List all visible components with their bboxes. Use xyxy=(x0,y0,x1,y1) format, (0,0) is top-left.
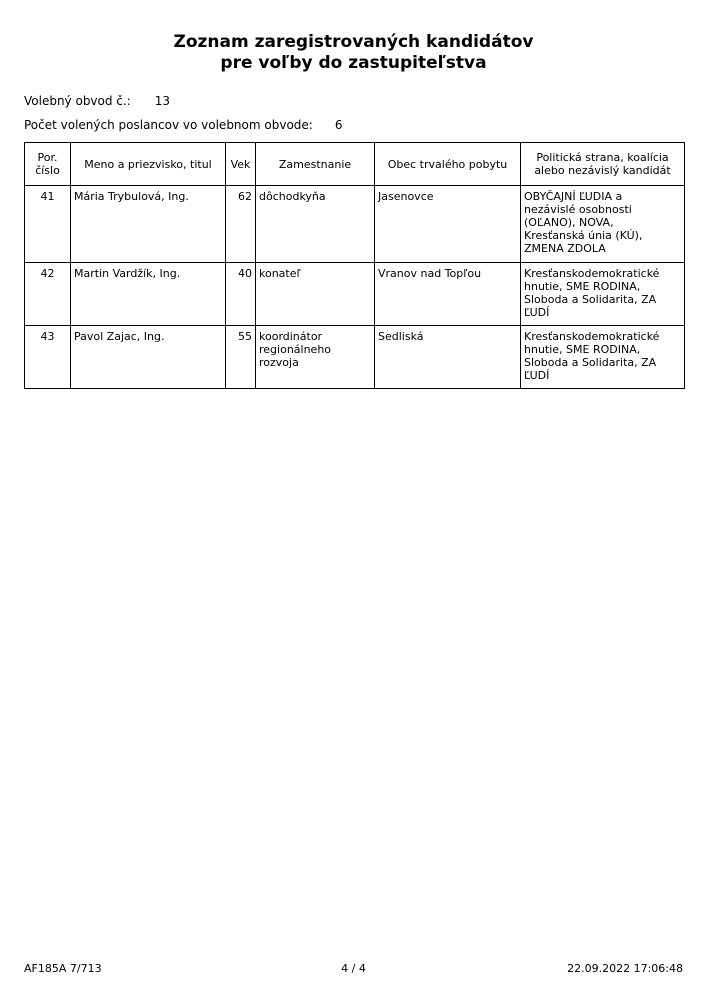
header-number-line-2: číslo xyxy=(35,164,60,177)
header-age: Vek xyxy=(226,143,256,186)
header-party-line-2: alebo nezávislý kandidát xyxy=(534,164,671,177)
footer-doc-id: AF185A 7/713 xyxy=(24,962,102,975)
header-name: Meno a priezvisko, titul xyxy=(71,143,226,186)
cell-job xyxy=(256,326,375,389)
cell-job-line: regionálneho xyxy=(259,343,332,356)
seats-label: Počet volených poslancov vo volebnom obvode: xyxy=(24,118,313,132)
cell-job-line: koordinátor xyxy=(259,330,323,343)
cell-town: Sedliská xyxy=(375,326,521,389)
header-number-line-1: Por. xyxy=(37,151,58,164)
header-number xyxy=(25,143,71,186)
cell-number: 42 xyxy=(25,263,71,326)
cell-age: 40 xyxy=(226,263,256,326)
cell-party-line: OBYČAJNÍ ĽUDIA a xyxy=(524,190,623,203)
title-line-2: pre voľby do zastupiteľstva xyxy=(220,53,487,73)
cell-party-line: hnutie, SME RODINA, xyxy=(524,280,641,293)
table-row xyxy=(25,186,685,263)
district-label: Volebný obvod č.: xyxy=(24,94,131,108)
cell-party-line: Kresťanskodemokratické xyxy=(524,267,660,280)
cell-age: 62 xyxy=(226,186,256,263)
seats-value: 6 xyxy=(334,118,343,132)
title-line-1: Zoznam zaregistrovaných kandidátov xyxy=(173,32,534,52)
cell-party-line: Kresťanskodemokratické xyxy=(524,330,660,343)
cell-number: 41 xyxy=(25,186,71,263)
cell-name: Mária Trybulová, Ing. xyxy=(71,186,226,263)
cell-job-line: konateľ xyxy=(259,267,301,280)
candidates-table xyxy=(24,142,685,389)
district-info xyxy=(24,94,170,108)
cell-name: Pavol Zajac, Ing. xyxy=(71,326,226,389)
footer-timestamp: 22.09.2022 17:06:48 xyxy=(567,962,683,975)
seats-info xyxy=(24,118,342,132)
cell-party-line: ZMENA ZDOLA xyxy=(524,242,606,255)
cell-job xyxy=(256,263,375,326)
table-header-row xyxy=(25,143,685,186)
cell-party-line: Sloboda a Solidarita, ZA xyxy=(524,293,657,306)
cell-name: Martin Vardžík, Ing. xyxy=(71,263,226,326)
cell-town: Jasenovce xyxy=(375,186,521,263)
header-town: Obec trvalého pobytu xyxy=(375,143,521,186)
document-title xyxy=(0,32,707,74)
cell-party xyxy=(521,326,685,389)
cell-party-line: ĽUDÍ xyxy=(524,369,550,382)
table-row xyxy=(25,263,685,326)
cell-party-line: Kresťanská únia (KÚ), xyxy=(524,229,643,242)
header-party-line-1: Politická strana, koalícia xyxy=(536,151,669,164)
cell-party-line: (OĽANO), NOVA, xyxy=(524,216,614,229)
header-job: Zamestnanie xyxy=(256,143,375,186)
cell-party-line: nezávislé osobnosti xyxy=(524,203,632,216)
cell-number: 43 xyxy=(25,326,71,389)
cell-party-line: ĽUDÍ xyxy=(524,306,550,319)
cell-party-line: Sloboda a Solidarita, ZA xyxy=(524,356,657,369)
cell-job xyxy=(256,186,375,263)
header-party xyxy=(521,143,685,186)
cell-job-line: dôchodkyňa xyxy=(259,190,326,203)
cell-party-line: hnutie, SME RODINA, xyxy=(524,343,641,356)
district-value: 13 xyxy=(154,94,171,108)
cell-town: Vranov nad Topľou xyxy=(375,263,521,326)
footer-page-number: 4 / 4 xyxy=(341,962,366,975)
table-row xyxy=(25,326,685,389)
cell-job-line: rozvoja xyxy=(259,356,299,369)
cell-party xyxy=(521,186,685,263)
cell-age: 55 xyxy=(226,326,256,389)
cell-party xyxy=(521,263,685,326)
